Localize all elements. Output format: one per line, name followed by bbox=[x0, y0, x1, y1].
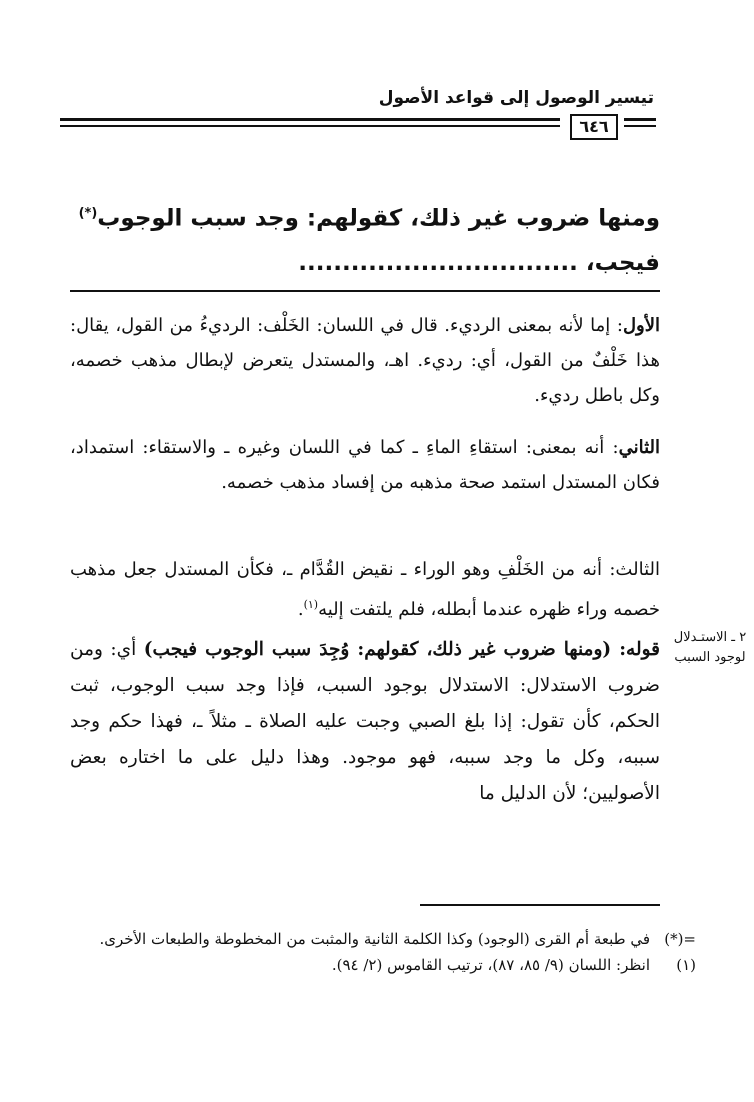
margin-heading-line-2: لوجود السبب bbox=[674, 650, 746, 665]
paragraph-third bbox=[70, 552, 660, 627]
first-text: : إما لأنه بمعنى الرديء. قال في اللسان: الخَلْف: الرديءُ من القول، يقال: هذا خَلْفٌ من القول، أي: رديء. اهـ، والمستدل يتعرض لإبطال مذهب خصمه، وكل باطل رديء. bbox=[70, 315, 660, 406]
footnote-mark: (١) bbox=[676, 956, 696, 974]
footnote-item bbox=[70, 928, 696, 950]
footnote-item bbox=[70, 954, 696, 976]
footnotes bbox=[70, 928, 696, 980]
paragraph-second bbox=[70, 430, 660, 500]
matn-line-2: فيجب، bbox=[585, 249, 660, 276]
margin-heading-line-1: ٢ ـ الاستـدلال bbox=[673, 630, 747, 645]
footnote-text: انظر: اللسان (٩/ ٨٥، ٨٧)، ترتيب القاموس (٢/ ٩٤). bbox=[331, 956, 650, 974]
matn-quote: : (ومنها ضروب غير ذلك، كقولهم: وُجِدَ سبب الوجوب فيجب) bbox=[143, 639, 627, 660]
footnote-text: في طبعة أم القرى (الوجود) وكذا الكلمة الثانية والمثبت من المخطوطة والطبعات الأخرى. bbox=[99, 930, 650, 948]
first-label: الأول bbox=[622, 315, 660, 336]
third-text: الثالث: أنه من الخَلْفِ وهو الوراء ـ نقيض القُدَّام ـ، فكأن المستدل جعل مذهب خصمه وراء ظهره عندما أبطله، فلم يلتفت إليه bbox=[70, 559, 660, 620]
third-footnote-ref: (١) bbox=[303, 598, 319, 611]
header-rule-top bbox=[60, 118, 560, 121]
matn-separator bbox=[70, 290, 660, 292]
second-label: الثاني bbox=[618, 437, 660, 458]
paragraph-first bbox=[70, 308, 660, 413]
header-rule-right-bottom bbox=[624, 125, 656, 127]
margin-heading bbox=[666, 628, 754, 668]
header-rule-right-top bbox=[624, 118, 656, 121]
matn-dots: ................................ bbox=[298, 249, 578, 276]
matn-footnote-ref: (*) bbox=[78, 206, 98, 221]
page-number: ٦٤٦ bbox=[570, 114, 618, 140]
header-rule-bottom bbox=[60, 125, 560, 127]
footnote-mark: =(*) bbox=[664, 930, 696, 948]
main-text: أي: ومن ضروب الاستدلال: الاستدلال بوجود السبب، فإذا وجد سبب الوجوب، ثبت الحكم، كأن تقول: إذا بلغ الصبي وجبت عليه الصلاة ـ مثلاً ـ، فهذا حكم وجد سببه، وكل ما وجد سببه، فهو موجود. وهذا دليل على ما اختاره بعض الأصوليين؛ لأن الدليل ما bbox=[70, 639, 660, 804]
book-title: تيسير الوصول إلى قواعد الأصول bbox=[378, 88, 654, 108]
qawluhu-label: قوله bbox=[626, 639, 660, 660]
second-text: : أنه بمعنى: استقاءِ الماءِ ـ كما في اللسان وغيره ـ والاستقاء: استمداد، فكان المستدل استمد صحة مذهبه من إفساد مذهب خصمه. bbox=[70, 437, 660, 493]
matn-text bbox=[70, 192, 660, 285]
paragraph-main bbox=[70, 632, 660, 812]
matn-line-1: ومنها ضروب غير ذلك، كقولهم: وجد سبب الوجوب bbox=[97, 205, 660, 232]
footnote-separator bbox=[420, 904, 660, 906]
third-end: . bbox=[297, 599, 304, 620]
